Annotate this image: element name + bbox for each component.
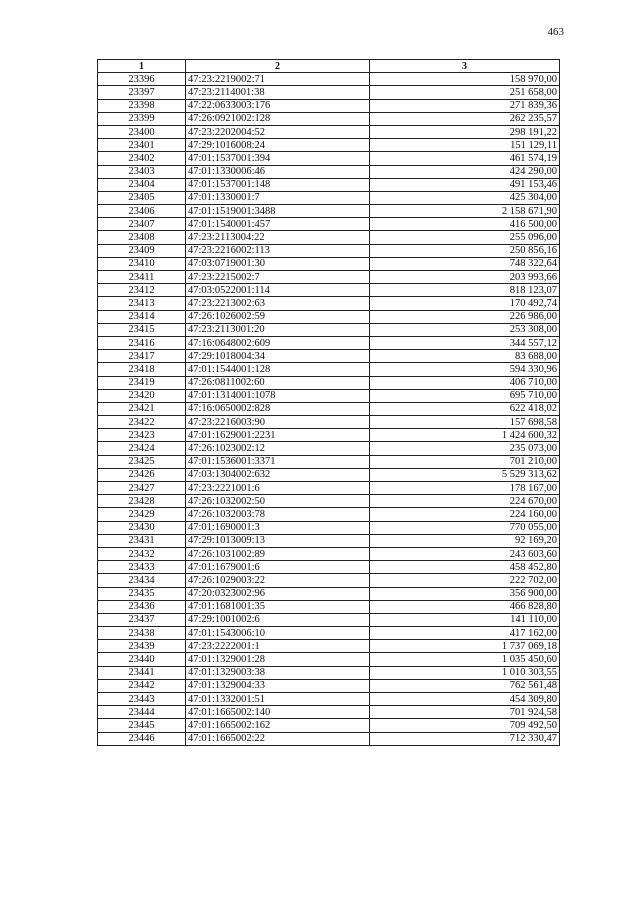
table-row	[98, 323, 560, 336]
cadastral-value-cell: 701 924,58	[370, 706, 560, 719]
row-number-cell: 23425	[98, 455, 186, 468]
cadastral-value-cell: 458 452,80	[370, 561, 560, 574]
cadastral-value-cell: 178 167,00	[370, 482, 560, 495]
row-number-cell: 23420	[98, 389, 186, 402]
cadastral-value-cell: 748 322,64	[370, 257, 560, 270]
row-number-cell: 23406	[98, 205, 186, 218]
cadastral-value-cell: 1 737 069,18	[370, 640, 560, 653]
cadastral-number-cell: 47:23:2215002:7	[186, 271, 370, 284]
cadastral-value-cell: 491 153,46	[370, 178, 560, 191]
table-row	[98, 416, 560, 429]
table-row	[98, 205, 560, 218]
cadastral-value-cell: 141 110,00	[370, 613, 560, 626]
table-row	[98, 706, 560, 719]
table-row	[98, 389, 560, 402]
cadastral-number-cell: 47:01:1329001:28	[186, 653, 370, 666]
cadastral-value-table	[97, 59, 560, 746]
row-number-cell: 23404	[98, 178, 186, 191]
table-row	[98, 468, 560, 481]
cadastral-number-cell: 47:23:2213002:63	[186, 297, 370, 310]
row-number-cell: 23402	[98, 152, 186, 165]
cadastral-number-cell: 47:23:2202004:52	[186, 125, 370, 138]
table-row	[98, 191, 560, 204]
table-row	[98, 139, 560, 152]
cadastral-number-cell: 47:01:1629001:2231	[186, 429, 370, 442]
column-header-1: 1	[98, 60, 186, 73]
cadastral-number-cell: 47:03:0719001:30	[186, 257, 370, 270]
cadastral-number-cell: 47:23:2219002:71	[186, 73, 370, 86]
cadastral-number-cell: 47:26:1032003:78	[186, 508, 370, 521]
table-row	[98, 587, 560, 600]
table-row	[98, 310, 560, 323]
row-number-cell: 23424	[98, 442, 186, 455]
cadastral-value-cell: 818 123,07	[370, 284, 560, 297]
cadastral-value-cell: 1 010 303,55	[370, 666, 560, 679]
cadastral-value-cell: 424 290,00	[370, 165, 560, 178]
row-number-cell: 23400	[98, 125, 186, 138]
table-row	[98, 125, 560, 138]
table-row	[98, 574, 560, 587]
cadastral-number-cell: 47:20:0323002:96	[186, 587, 370, 600]
table-row	[98, 178, 560, 191]
row-number-cell: 23445	[98, 719, 186, 732]
row-number-cell: 23432	[98, 547, 186, 560]
table-row	[98, 719, 560, 732]
cadastral-value-cell: 770 055,00	[370, 521, 560, 534]
row-number-cell: 23426	[98, 468, 186, 481]
cadastral-value-cell: 203 993,66	[370, 271, 560, 284]
table-row	[98, 693, 560, 706]
row-number-cell: 23430	[98, 521, 186, 534]
row-number-cell: 23439	[98, 640, 186, 653]
cadastral-value-cell: 416 500,00	[370, 218, 560, 231]
cadastral-number-cell: 47:23:2216002:113	[186, 244, 370, 257]
cadastral-number-cell: 47:29:1018004:34	[186, 350, 370, 363]
table-row	[98, 112, 560, 125]
row-number-cell: 23397	[98, 86, 186, 99]
row-number-cell: 23415	[98, 323, 186, 336]
row-number-cell: 23423	[98, 429, 186, 442]
table-row	[98, 521, 560, 534]
cadastral-value-cell: 356 900,00	[370, 587, 560, 600]
cadastral-number-cell: 47:01:1679001:6	[186, 561, 370, 574]
cadastral-number-cell: 47:23:2221001:6	[186, 482, 370, 495]
cadastral-number-cell: 47:26:1032002:50	[186, 495, 370, 508]
cadastral-value-cell: 1 035 450,60	[370, 653, 560, 666]
cadastral-number-cell: 47:01:1329003:38	[186, 666, 370, 679]
cadastral-value-cell: 1 424 600,32	[370, 429, 560, 442]
cadastral-number-cell: 47:26:1026002:59	[186, 310, 370, 323]
cadastral-number-cell: 47:01:1537001:148	[186, 178, 370, 191]
table-header	[98, 60, 560, 73]
row-number-cell: 23427	[98, 482, 186, 495]
cadastral-value-cell: 417 162,00	[370, 627, 560, 640]
table-row	[98, 336, 560, 349]
cadastral-number-cell: 47:22:0633003:176	[186, 99, 370, 112]
cadastral-number-cell: 47:01:1536001:3371	[186, 455, 370, 468]
cadastral-number-cell: 47:01:1544001:128	[186, 363, 370, 376]
table-row	[98, 613, 560, 626]
cadastral-number-cell: 47:23:2222001:1	[186, 640, 370, 653]
cadastral-value-cell: 425 304,00	[370, 191, 560, 204]
table-row	[98, 482, 560, 495]
cadastral-number-cell: 47:26:1029003:22	[186, 574, 370, 587]
cadastral-value-cell: 5 529 313,62	[370, 468, 560, 481]
row-number-cell: 23405	[98, 191, 186, 204]
row-number-cell: 23409	[98, 244, 186, 257]
table-row	[98, 679, 560, 692]
table-row	[98, 455, 560, 468]
cadastral-value-cell: 158 970,00	[370, 73, 560, 86]
table-row	[98, 350, 560, 363]
table-row	[98, 218, 560, 231]
table-row	[98, 363, 560, 376]
row-number-cell: 23419	[98, 376, 186, 389]
table-row	[98, 508, 560, 521]
table-row	[98, 231, 560, 244]
cadastral-number-cell: 47:01:1690001:3	[186, 521, 370, 534]
row-number-cell: 23416	[98, 336, 186, 349]
row-number-cell: 23437	[98, 613, 186, 626]
cadastral-value-cell: 170 492,74	[370, 297, 560, 310]
cadastral-number-cell: 47:03:1304002:632	[186, 468, 370, 481]
cadastral-value-cell: 298 191,22	[370, 125, 560, 138]
cadastral-value-cell: 226 986,00	[370, 310, 560, 323]
cadastral-number-cell: 47:01:1330001:7	[186, 191, 370, 204]
table-row	[98, 442, 560, 455]
cadastral-number-cell: 47:01:1681001:35	[186, 600, 370, 613]
cadastral-value-cell: 222 702,00	[370, 574, 560, 587]
table-row	[98, 666, 560, 679]
cadastral-value-cell: 622 418,02	[370, 402, 560, 415]
cadastral-value-cell: 712 330,47	[370, 732, 560, 745]
cadastral-number-cell: 47:01:1665002:22	[186, 732, 370, 745]
cadastral-value-cell: 253 308,00	[370, 323, 560, 336]
cadastral-number-cell: 47:26:0921002:128	[186, 112, 370, 125]
table-row	[98, 99, 560, 112]
cadastral-value-cell: 224 670,00	[370, 495, 560, 508]
table-row	[98, 429, 560, 442]
cadastral-value-cell: 461 574,19	[370, 152, 560, 165]
row-number-cell: 23403	[98, 165, 186, 178]
row-number-cell: 23422	[98, 416, 186, 429]
cadastral-value-cell: 255 096,00	[370, 231, 560, 244]
cadastral-value-cell: 594 330,96	[370, 363, 560, 376]
table-row	[98, 402, 560, 415]
cadastral-number-cell: 47:01:1519001:3488	[186, 205, 370, 218]
cadastral-number-cell: 47:29:1013009:13	[186, 534, 370, 547]
cadastral-value-cell: 243 603,60	[370, 547, 560, 560]
table-row	[98, 732, 560, 745]
row-number-cell: 23428	[98, 495, 186, 508]
cadastral-number-cell: 47:01:1330006:46	[186, 165, 370, 178]
cadastral-value-cell: 235 073,00	[370, 442, 560, 455]
column-header-2: 2	[186, 60, 370, 73]
cadastral-value-cell: 701 210,00	[370, 455, 560, 468]
cadastral-number-cell: 47:01:1665002:140	[186, 706, 370, 719]
cadastral-value-cell: 695 710,00	[370, 389, 560, 402]
cadastral-number-cell: 47:01:1329004:33	[186, 679, 370, 692]
row-number-cell: 23443	[98, 693, 186, 706]
cadastral-number-cell: 47:01:1543006:10	[186, 627, 370, 640]
cadastral-value-cell: 271 839,36	[370, 99, 560, 112]
table-row	[98, 600, 560, 613]
cadastral-value-cell: 262 235,57	[370, 112, 560, 125]
cadastral-number-cell: 47:16:0650002:828	[186, 402, 370, 415]
row-number-cell: 23442	[98, 679, 186, 692]
table-row	[98, 561, 560, 574]
table-row	[98, 495, 560, 508]
row-number-cell: 23434	[98, 574, 186, 587]
row-number-cell: 23396	[98, 73, 186, 86]
cadastral-value-cell: 466 828,80	[370, 600, 560, 613]
cadastral-number-cell: 47:16:0648002:609	[186, 336, 370, 349]
row-number-cell: 23421	[98, 402, 186, 415]
cadastral-value-cell: 92 169,20	[370, 534, 560, 547]
cadastral-value-cell: 762 561,48	[370, 679, 560, 692]
cadastral-value-cell: 250 856,16	[370, 244, 560, 257]
table-row	[98, 152, 560, 165]
row-number-cell: 23398	[98, 99, 186, 112]
cadastral-value-cell: 709 492,50	[370, 719, 560, 732]
row-number-cell: 23408	[98, 231, 186, 244]
row-number-cell: 23399	[98, 112, 186, 125]
cadastral-number-cell: 47:23:2113001:20	[186, 323, 370, 336]
row-number-cell: 23412	[98, 284, 186, 297]
table-row	[98, 271, 560, 284]
table-row	[98, 653, 560, 666]
page-number: 463	[547, 26, 564, 38]
table-body	[98, 73, 560, 746]
cadastral-number-cell: 47:01:1332001:51	[186, 693, 370, 706]
cadastral-value-cell: 157 698,58	[370, 416, 560, 429]
cadastral-value-cell: 151 129,11	[370, 139, 560, 152]
cadastral-number-cell: 47:23:2216003:90	[186, 416, 370, 429]
cadastral-number-cell: 47:26:0811002:60	[186, 376, 370, 389]
column-header-3: 3	[370, 60, 560, 73]
cadastral-value-cell: 454 309,80	[370, 693, 560, 706]
row-number-cell: 23407	[98, 218, 186, 231]
cadastral-value-cell: 2 158 671,90	[370, 205, 560, 218]
table-row	[98, 257, 560, 270]
table-row	[98, 640, 560, 653]
row-number-cell: 23411	[98, 271, 186, 284]
row-number-cell: 23444	[98, 706, 186, 719]
row-number-cell: 23418	[98, 363, 186, 376]
row-number-cell: 23436	[98, 600, 186, 613]
row-number-cell: 23440	[98, 653, 186, 666]
row-number-cell: 23429	[98, 508, 186, 521]
cadastral-number-cell: 47:29:1016008:24	[186, 139, 370, 152]
table-row	[98, 534, 560, 547]
cadastral-value-cell: 251 658,00	[370, 86, 560, 99]
row-number-cell: 23431	[98, 534, 186, 547]
cadastral-number-cell: 47:01:1665002:162	[186, 719, 370, 732]
cadastral-number-cell: 47:01:1314001:1078	[186, 389, 370, 402]
row-number-cell: 23438	[98, 627, 186, 640]
cadastral-number-cell: 47:23:2113004:22	[186, 231, 370, 244]
cadastral-number-cell: 47:01:1540001:457	[186, 218, 370, 231]
row-number-cell: 23413	[98, 297, 186, 310]
header-row	[98, 60, 560, 73]
cadastral-number-cell: 47:26:1023002:12	[186, 442, 370, 455]
row-number-cell: 23435	[98, 587, 186, 600]
table-row	[98, 376, 560, 389]
cadastral-value-cell: 83 688,00	[370, 350, 560, 363]
cadastral-value-cell: 224 160,00	[370, 508, 560, 521]
cadastral-value-cell: 406 710,00	[370, 376, 560, 389]
table-row	[98, 244, 560, 257]
row-number-cell: 23446	[98, 732, 186, 745]
cadastral-number-cell: 47:01:1537001:394	[186, 152, 370, 165]
cadastral-number-cell: 47:29:1001002:6	[186, 613, 370, 626]
cadastral-number-cell: 47:03:0522001:114	[186, 284, 370, 297]
row-number-cell: 23441	[98, 666, 186, 679]
table-row	[98, 627, 560, 640]
row-number-cell: 23433	[98, 561, 186, 574]
row-number-cell: 23417	[98, 350, 186, 363]
cadastral-value-cell: 344 557,12	[370, 336, 560, 349]
cadastral-number-cell: 47:26:1031002:89	[186, 547, 370, 560]
table-row	[98, 297, 560, 310]
row-number-cell: 23401	[98, 139, 186, 152]
table-row	[98, 86, 560, 99]
cadastral-number-cell: 47:23:2114001:38	[186, 86, 370, 99]
table-row	[98, 165, 560, 178]
row-number-cell: 23410	[98, 257, 186, 270]
table-row	[98, 284, 560, 297]
row-number-cell: 23414	[98, 310, 186, 323]
table-row	[98, 547, 560, 560]
table-row	[98, 73, 560, 86]
